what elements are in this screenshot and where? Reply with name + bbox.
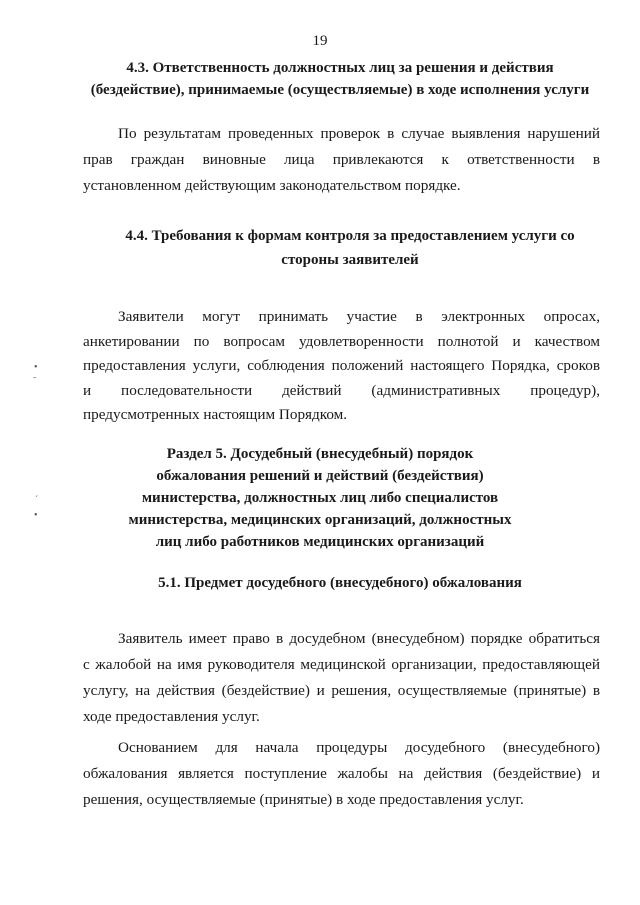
- paragraph-line: прав граждан виновные лица привлекаются к ответственности в: [83, 151, 600, 168]
- paragraph-line: По результатам проведенных проверок в случае выявления нарушений: [118, 125, 600, 142]
- paragraph-line: Заявитель имеет право в досудебном (внесудебном) порядке обратиться: [118, 630, 600, 647]
- scan-speck: •: [34, 362, 38, 373]
- section-5-title-line: министерства, должностных лиц либо специалистов: [141, 490, 499, 506]
- scan-speck: ˊ: [35, 495, 39, 506]
- section-5-title-line: министерства, медицинских организаций, должностных: [128, 512, 512, 528]
- paragraph-line: решения, осуществляемые (принятые) в ходе предоставления услуг.: [83, 791, 524, 808]
- section-5-title-line: обжалования решений и действий (бездействия): [156, 468, 484, 484]
- section-4-4-heading-line-2: стороны заявителей: [281, 252, 419, 268]
- scan-speck: ˉ: [33, 376, 37, 387]
- paragraph-line: услугу, на действия (бездействие) и решения, осуществляемые (принятые) в: [83, 682, 600, 699]
- section-4-4-paragraph: [83, 305, 600, 428]
- section-5-1-heading: 5.1. Предмет досудебного (внесудебного) обжалования: [158, 575, 522, 591]
- paragraph-line: предоставления услуги, соблюдения положений настоящего Порядка, сроков: [83, 357, 600, 374]
- section-5-1-paragraph-1: [83, 626, 600, 730]
- paragraph-line: установленном действующим законодательством порядке.: [83, 177, 461, 194]
- paragraph-line: обжалования является поступление жалобы на действия (бездействие) и: [83, 765, 600, 782]
- paragraph-line: Основанием для начала процедуры досудебного (внесудебного): [118, 739, 600, 756]
- paragraph-line: предусмотренных настоящим Порядком.: [83, 406, 348, 423]
- paragraph-line: Заявители могут принимать участие в электронных опросах,: [118, 308, 600, 325]
- section-5-title: [0, 443, 640, 553]
- paragraph-line: анкетировании по вопросам удовлетворенности полнотой и качеством: [83, 332, 600, 350]
- section-5-1-paragraph-2: [83, 735, 600, 813]
- scan-speck: •: [34, 510, 38, 521]
- page-number: 19: [312, 33, 328, 49]
- section-4-3-heading-line-1: 4.3. Ответственность должностных лиц за решения и действия: [126, 60, 554, 76]
- section-5-title-line: Раздел 5. Досудебный (внесудебный) порядок: [166, 446, 474, 462]
- section-5-title-line: лиц либо работников медицинских организаций: [155, 534, 485, 550]
- section-4-3-heading-line-2: (бездействие), принимаемые (осуществляемые) в ходе исполнения услуги: [90, 82, 590, 98]
- section-4-3-paragraph: [83, 121, 600, 199]
- paragraph-line: ходе предоставления услуг.: [83, 708, 260, 725]
- paragraph-line: с жалобой на имя руководителя медицинской организации, предоставляющей: [83, 656, 600, 673]
- paragraph-line: и последовательности действий (административных процедур),: [83, 381, 600, 399]
- section-4-4-heading-line-1: 4.4. Требования к формам контроля за предоставлением услуги со: [125, 228, 575, 244]
